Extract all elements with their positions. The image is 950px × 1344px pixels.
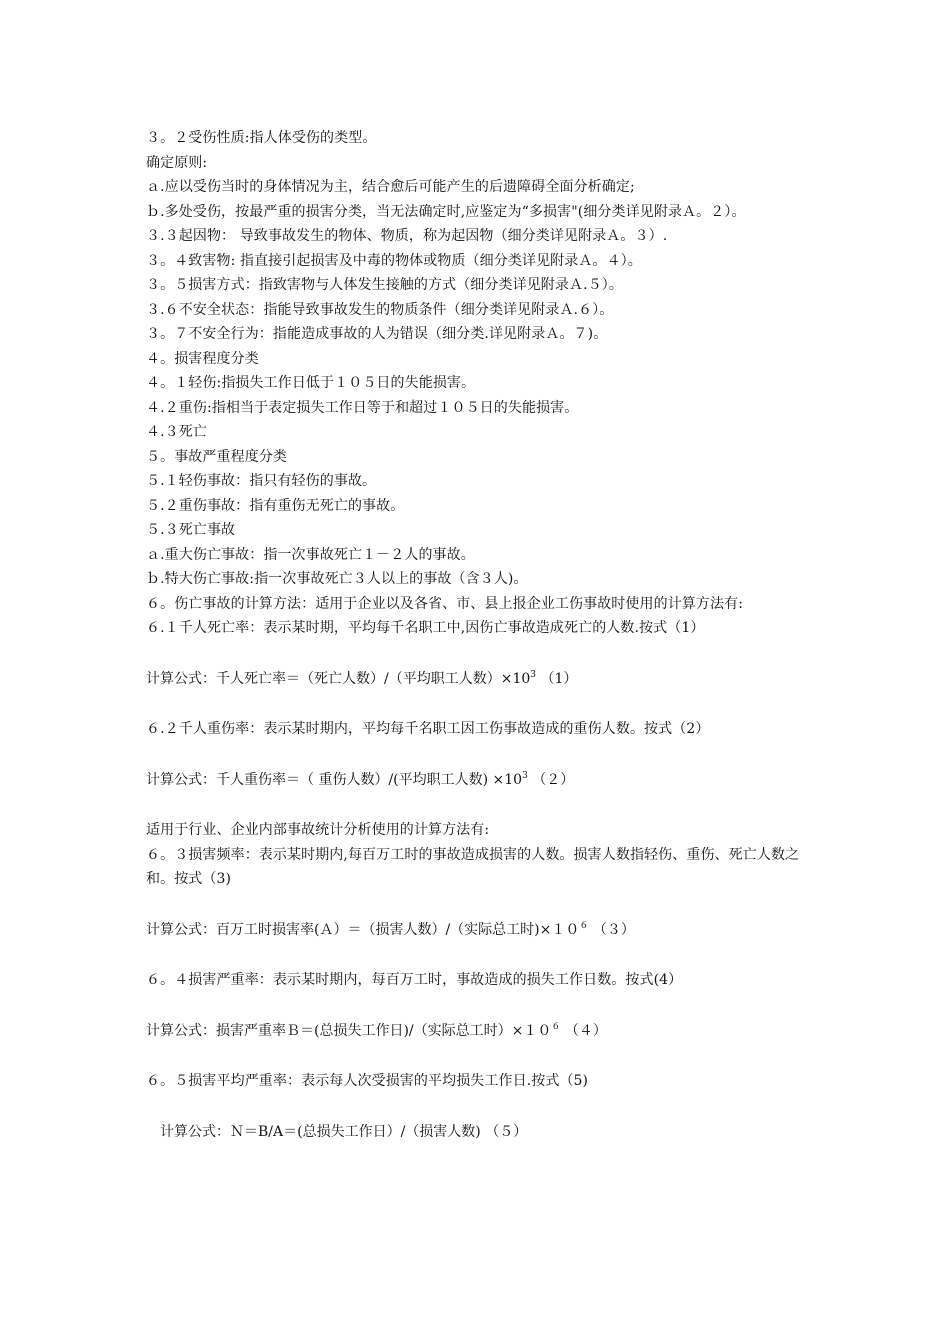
text-line: ４.３死亡: [146, 424, 207, 440]
spacer: [146, 942, 816, 968]
formula-number: （４）: [564, 1022, 607, 1039]
text-line: ｂ.特大伤亡事故:指一次事故死亡３人以上的事故（含３人)。: [146, 571, 528, 587]
text-line: 确定原则:: [146, 154, 208, 171]
text-line: ３。２受伤性质:指人体受伤的类型。: [146, 130, 377, 146]
text-line: ６。４损害严重率：表示某时期内，每百万工时，事故造成的损失工作日数。按式(4）: [146, 972, 683, 988]
text-paragraph: ｂ.多处受伤，按最严重的损害分类，当无法确定时,应鉴定为“多损害"(细分类详见附录Ａ。２）。: [146, 203, 746, 220]
formula-exponent: 3: [530, 669, 536, 680]
text-line: ６.１千人死亡率：表示某时期，平均每千名职工中,因伤亡事故造成死亡的人数.按式（1）: [146, 620, 705, 636]
formula-text: 计算公式：百万工时损害率(Ａ）＝（损害人数）/（实际总工时)×１０: [146, 921, 580, 938]
formula-2: [146, 768, 816, 793]
text-line: ３。５损害方式：指致害物与人体发生接触的方式（细分类详见附录Ａ.５）。: [146, 277, 623, 293]
text-line: ６。５损害平均严重率：表示每人次受损害的平均损失工作日.按式（5): [146, 1073, 589, 1089]
text-line: ６.２千人重伤率：表示某时期内，平均每千名职工因工伤事故造成的重伤人数。按式（2）: [146, 721, 710, 737]
spacer: [146, 792, 816, 818]
section-heading: ４。损害程度分类: [146, 350, 259, 367]
text-paragraph: ６。３损害频率：表示某时期内,每百万工时的事故造成损害的人数。损害人数指轻伤、重伤、死亡人数之和。按式（3): [146, 846, 800, 887]
formula-text: 计算公式：损害严重率Ｂ＝(总损失工作日)/（实际总工时）×１０: [146, 1022, 552, 1039]
formula-5: 计算公式：Ｎ＝B/A＝(总损失工作日）/（损害人数) （５）: [160, 1123, 528, 1140]
formula-exponent: ６: [551, 1021, 561, 1032]
formula-number: （２）: [532, 771, 575, 788]
formula-exponent: ６: [579, 920, 589, 931]
formula-4: [146, 1019, 816, 1044]
text-line: ５.２重伤事故：指有重伤无死亡的事故。: [146, 497, 405, 514]
spacer: [146, 691, 816, 717]
formula-1: [146, 667, 816, 692]
text-line: ａ.重大伤亡事故：指一次事故死亡１－２人的事故。: [146, 546, 475, 563]
text-line: ３.３起因物： 导致事故发生的物体、物质，称为起因物（细分类详见附录Ａ。３）.: [146, 228, 668, 244]
text-paragraph: ６。伤亡事故的计算方法：适用于企业以及各省、市、县上报企业工伤事故时使用的计算方法有:: [146, 595, 744, 612]
spacer: [146, 641, 816, 667]
formula-text: 计算公式：千人死亡率＝（死亡人数）/（平均职工人数）×10: [146, 670, 531, 687]
spacer: [146, 742, 816, 768]
text-line: 适用于行业、企业内部事故统计分析使用的计算方法有:: [146, 822, 490, 838]
spacer: [146, 1043, 816, 1069]
formula-number: （1）: [540, 670, 578, 687]
document-body: [146, 126, 816, 1144]
section-heading: ５。事故严重程度分类: [146, 448, 287, 465]
formula-exponent: 3: [522, 770, 528, 781]
spacer: [146, 892, 816, 918]
formula-3: [146, 918, 816, 943]
text-line: ５.３死亡事故: [146, 522, 236, 538]
text-line: ３。７不安全行为：指能造成事故的人为错误（细分类.详见附录Ａ。７)。: [146, 326, 608, 342]
spacer: [146, 993, 816, 1019]
formula-number: （３）: [592, 921, 635, 938]
formula-text: 计算公式：千人重伤率＝（ 重伤人数）/(平均职工人数) ×10: [146, 771, 523, 788]
text-line: ５.１轻伤事故：指只有轻伤的事故。: [146, 473, 377, 489]
text-line: ａ.应以受伤当时的身体情况为主，结合愈后可能产生的后遗障碍全面分析确定;: [146, 179, 635, 195]
spacer: [146, 1094, 816, 1120]
text-line: ３。４致害物: 指直接引起损害及中毒的物体或物质（细分类详见附录Ａ。４）。: [146, 252, 642, 269]
text-line: ３.６不安全状态：指能导致事故发生的物质条件（细分类详见附录Ａ.６）。: [146, 301, 614, 318]
text-line: ４。１轻伤:指损失工作日低于１０５日的失能损害。: [146, 375, 476, 391]
text-line: ４.２重伤:指相当于表定损失工作日等于和超过１０５日的失能损害。: [146, 399, 579, 416]
